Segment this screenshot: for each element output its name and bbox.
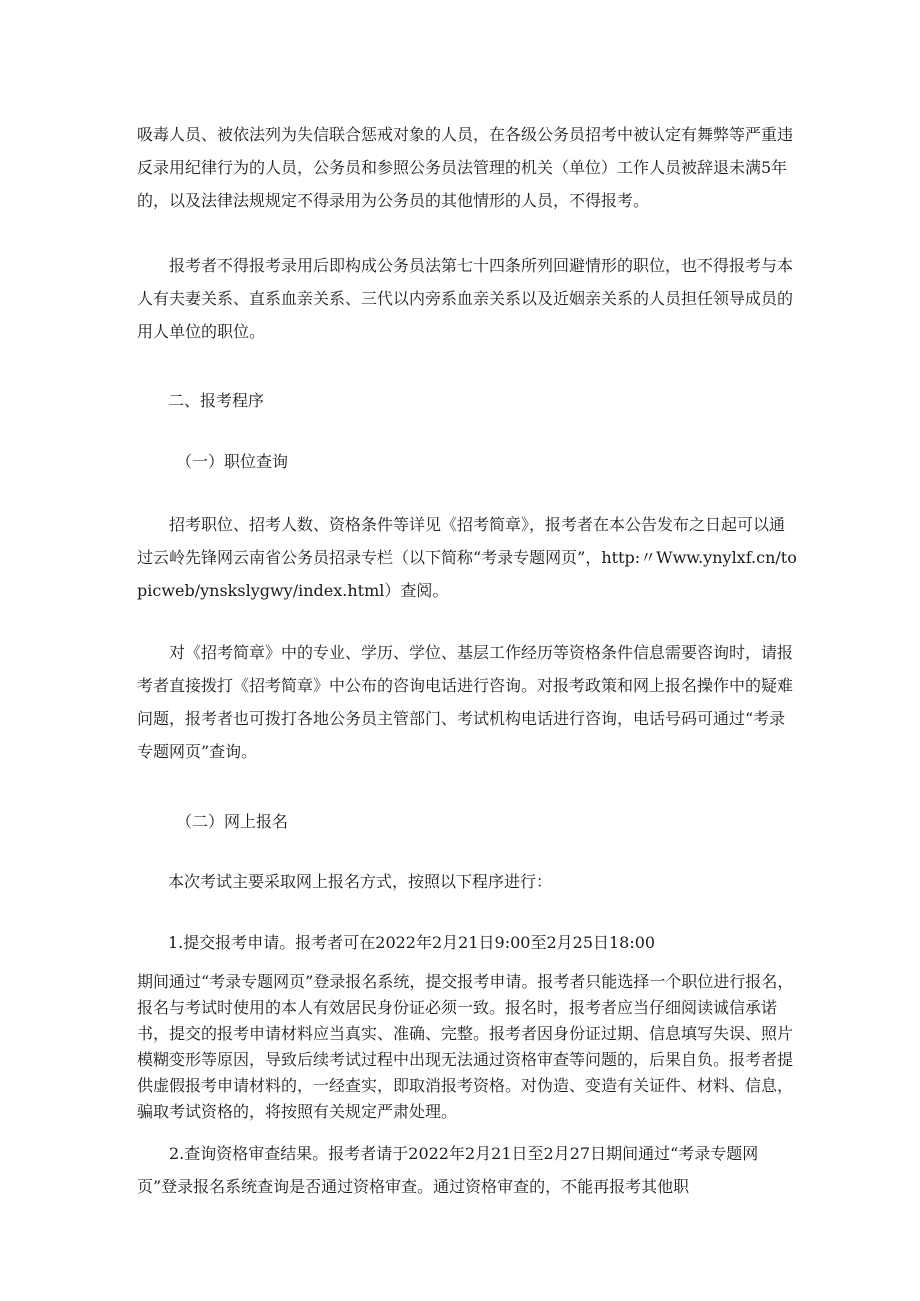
paragraph-consultation: 对《招考简章》中的专业、学历、学位、基层工作经历等资格条件信息需要咨询时，请报考者直接拨打《招考简章》中公布的咨询电话进行咨询。对报考政策和网上报名操作中的疑难问题，报考者也可拨打各地公务员主管部门、考试机构电话进行咨询，电话号码可通过“考录专题网页”查询。 bbox=[137, 643, 794, 761]
paragraph-step-1-body: 期间通过“考录专题网页”登录报名系统，提交报考申请。报考者只能选择一个职位进行报名，报名与考试时使用的本人有效居民身份证必须一致。报名时，报考者应当仔细阅读诚信承诺书，提交的报考申请材料应当真实、准确、完整。报考者因身份证过期、信息填写失误、照片模糊变形等原因，导致后续考试过程中出现无法通过资格审查等问题的，后果自负。报考者提供虚假报考申请材料的，一经查实，即取消报考资格。对伪造、变造有关证件、材料、信息，骗取考试资格的，将按照有关规定严肃处理。 bbox=[137, 972, 794, 1121]
paragraph-avoidance-rules: 报考者不得报考录用后即构成公务员法第七十四条所列回避情形的职位，也不得报考与本人有夫妻关系、直系血亲关系、三代以内旁系血亲关系以及近姻亲关系的人员担任领导成员的用人单位的职位。 bbox=[137, 256, 794, 341]
paragraph-step-2: 2.查询资格审查结果。报考者请于2022年2月21日至2月27日期间通过“考录专题网页”登录报名系统查询是否通过资格审查。通过资格审查的，不能再报考其他职 bbox=[137, 1144, 759, 1196]
paragraph-disqualified-persons: 吸毒人员、被依法列为失信联合惩戒对象的人员，在各级公务员招考中被认定有舞弊等严重违反录用纪律行为的人员，公务员和参照公务员法管理的机关（单位）工作人员被辞退未满5年的，以及法律法规规定不得录用为公务员的其他情形的人员，不得报考。 bbox=[137, 125, 794, 210]
paragraph-position-query: 招考职位、招考人数、资格条件等详见《招考简章》，报考者在本公告发布之日起可以通过云岭先锋网云南省公务员招录专栏（以下简称“考录专题网页”，http:〃Www.ynylxf.cn/topicweb/ynskslygwy/index.html）查阅。 bbox=[137, 515, 797, 600]
subsection-title-online-registration: （二）网上报名 bbox=[176, 812, 289, 831]
paragraph-registration-intro: 本次考试主要采取网上报名方式，按照以下程序进行： bbox=[168, 872, 553, 891]
subsection-title-position-query: （一）职位查询 bbox=[176, 452, 289, 471]
paragraph-step-1-lead: 1.提交报考申请。报考者可在2022年2月21日9:00至2月25日18:00 bbox=[168, 933, 656, 952]
section-title-application-procedure: 二、报考程序 bbox=[168, 391, 265, 410]
